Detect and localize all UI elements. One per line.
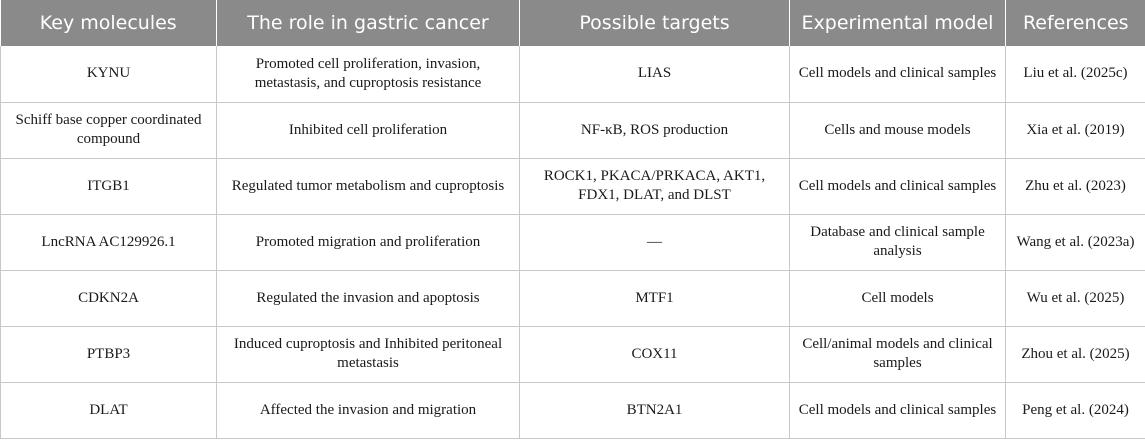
cell-targets: BTN2A1 bbox=[520, 382, 790, 438]
cell-reference: Liu et al. (2025c) bbox=[1006, 46, 1145, 102]
header-row bbox=[1, 0, 1145, 46]
cell-model: Cell/animal models and clinical samples bbox=[790, 326, 1006, 382]
cell-role: Promoted cell proliferation, invasion, metastasis, and cuproptosis resistance bbox=[217, 46, 520, 102]
cell-targets: NF-κB, ROS production bbox=[520, 102, 790, 158]
cell-molecule: PTBP3 bbox=[1, 326, 217, 382]
cell-model: Cell models and clinical samples bbox=[790, 46, 1006, 102]
table-row bbox=[1, 326, 1145, 382]
header-role: The role in gastric cancer bbox=[217, 0, 520, 46]
cell-molecule: LncRNA AC129926.1 bbox=[1, 214, 217, 270]
cell-targets: — bbox=[520, 214, 790, 270]
cell-role: Promoted migration and proliferation bbox=[217, 214, 520, 270]
cell-reference: Xia et al. (2019) bbox=[1006, 102, 1145, 158]
cell-model: Cells and mouse models bbox=[790, 102, 1006, 158]
header-key-molecules: Key molecules bbox=[1, 0, 217, 46]
table-row bbox=[1, 214, 1145, 270]
cell-targets: ROCK1, PKACA/PRKACA, AKT1, FDX1, DLAT, and DLST bbox=[520, 158, 790, 214]
cell-molecule: DLAT bbox=[1, 382, 217, 438]
cell-role: Regulated the invasion and apoptosis bbox=[217, 270, 520, 326]
cell-reference: Wu et al. (2025) bbox=[1006, 270, 1145, 326]
table-row bbox=[1, 102, 1145, 158]
table-row bbox=[1, 270, 1145, 326]
cell-model: Cell models and clinical samples bbox=[790, 382, 1006, 438]
cell-molecule: ITGB1 bbox=[1, 158, 217, 214]
cell-model: Cell models bbox=[790, 270, 1006, 326]
cell-role: Induced cuproptosis and Inhibited peritoneal metastasis bbox=[217, 326, 520, 382]
table-row bbox=[1, 158, 1145, 214]
cell-role: Inhibited cell proliferation bbox=[217, 102, 520, 158]
cell-role: Regulated tumor metabolism and cuproptosis bbox=[217, 158, 520, 214]
cell-molecule: Schiff base copper coordinated compound bbox=[1, 102, 217, 158]
cell-model: Cell models and clinical samples bbox=[790, 158, 1006, 214]
cell-reference: Peng et al. (2024) bbox=[1006, 382, 1145, 438]
cell-molecule: KYNU bbox=[1, 46, 217, 102]
cell-reference: Zhou et al. (2025) bbox=[1006, 326, 1145, 382]
table-row bbox=[1, 46, 1145, 102]
cell-targets: MTF1 bbox=[520, 270, 790, 326]
cell-role: Affected the invasion and migration bbox=[217, 382, 520, 438]
cell-reference: Zhu et al. (2023) bbox=[1006, 158, 1145, 214]
header-targets: Possible targets bbox=[520, 0, 790, 46]
header-model: Experimental model bbox=[790, 0, 1006, 46]
table-row bbox=[1, 382, 1145, 438]
cell-targets: COX11 bbox=[520, 326, 790, 382]
header-references: References bbox=[1006, 0, 1145, 46]
cell-molecule: CDKN2A bbox=[1, 270, 217, 326]
cell-model: Database and clinical sample analysis bbox=[790, 214, 1006, 270]
cell-reference: Wang et al. (2023a) bbox=[1006, 214, 1145, 270]
cell-targets: LIAS bbox=[520, 46, 790, 102]
